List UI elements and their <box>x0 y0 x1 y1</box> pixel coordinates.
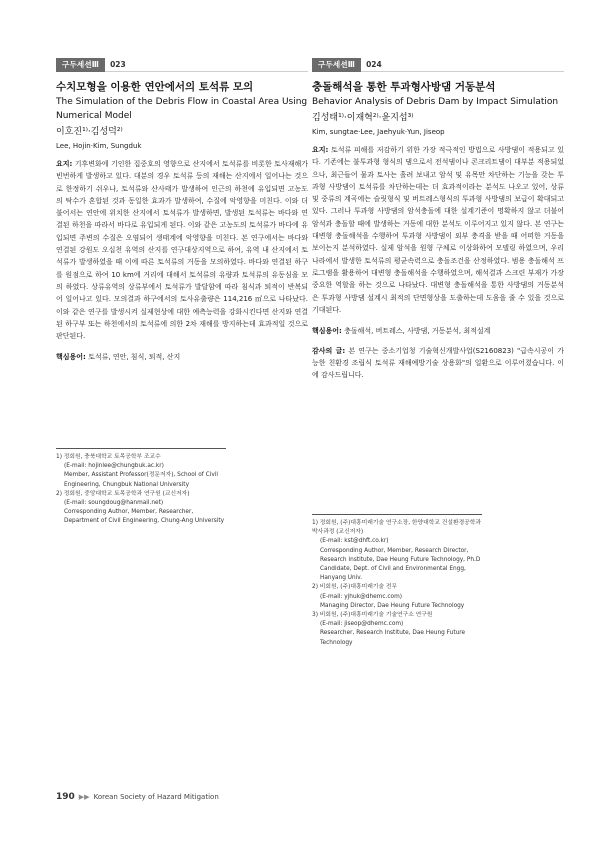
footnote-affiliation: Corresponding Author, Member, Research Director, Research Institute, Dae Heung Future Technology, Ph.D Candidate, Dept. of Civil and Environmental Engg, Hanyang Univ. <box>320 547 481 582</box>
section-tag <box>312 58 564 72</box>
page-footer <box>56 792 219 802</box>
keywords-text: 충돌해석, 버트레스, 사방댐, 거동분석, 최적설계 <box>344 327 491 336</box>
footnote-affiliation: Corresponding Author, Member, Researcher, Department of Civil Engineering, Chung-Ang University <box>64 509 225 525</box>
left-footnotes <box>56 448 226 527</box>
footnote <box>312 583 482 611</box>
footnote-email: (E-mail: yjhuk@dhemc.com) <box>320 593 403 600</box>
section-number: 024 <box>366 60 382 69</box>
keywords-label: 핵심용어: <box>312 327 342 336</box>
abstract-label: 요지: <box>56 160 73 168</box>
section-label: 구두세션Ⅲ <box>312 58 361 72</box>
authors-english: Lee, Hojin·Kim, Sungduk <box>56 142 142 150</box>
footnote <box>56 453 226 490</box>
footnote-lead: 2) 정회원, 중앙대학교 토목공학과 연구원 (교신저자) <box>56 490 190 497</box>
footnote-email: (E-mail: hojinlee@chungbuk.ac.kr) <box>64 463 164 470</box>
section-label: 구두세션Ⅲ <box>56 58 105 72</box>
right-footnotes <box>312 514 482 648</box>
keywords <box>312 325 564 337</box>
footnote-lead: 1) 정회원, (주)대흥미래기술 연구소장, 한양대학교 건설환경공학과 박사과정 (교신저자) <box>312 520 481 536</box>
footnote-affiliation: Managing Director, Dae Heung Future Technology <box>320 602 465 609</box>
footnote-affiliation: Researcher, Research Institute, Dae Heung Future Technology <box>320 630 466 646</box>
footnote <box>56 490 226 527</box>
title-english: The Simulation of the Debris Flow in Coastal Area Using Numerical Model <box>56 97 308 121</box>
ack-label: 감사의 글: <box>312 347 346 356</box>
keywords-label: 핵심용어: <box>56 353 86 362</box>
footnote-email: (E-mail: soungdoug@hanmail.net) <box>64 500 164 507</box>
title-korean: 충돌해석을 통한 투과형사방댐 거동분석 <box>312 81 496 93</box>
abstract-label: 요지: <box>312 146 329 154</box>
footnote-affiliation: Member, Assistant Professor(정문저자), School of Civil Engineering, Chungbuk National University <box>64 472 218 488</box>
abstract-text: 토석류 피해를 저감하기 위한 가장 적극적인 방법으로 사방댐이 적용되고 있다. 기존에는 불투과형 형식의 댐으로서 전석댐이나 콘크리트댐이 대부분 적용되었으나, 최근들어 물과 토사는 흘려 보내고 암석 및 유목만 차단하는 기능을 갖는 투과형 사방댐이 토석류를 차단하는데는 더 효과적이라는 분석도 나오고 있어, 상류 및 중류의 계곡에는 슬릿형식 및 버트레스형식의 투과형 사방댐의 보급이 확대되고 있다. 그러나 투과형 사방댐의 암석충돌에 대한 설계기준이 명확하지 않고 더불어 암석과 충돌할 때에 발생하는 거동에 대한 분석도 이루어지고 있지 않다. 본 연구는 대변형 충돌해석을 수행하여 투과형 사방댐이 외부 충격을 받을 때 어떠한 거동을 보이는지 분석하였다. 실제 암석을 원형 구체로 이상화하여 모델링 하였으며, 우리나라에서 발생한 토석류의 평균속력으로 충돌조건을 산정하였다. 범용 충돌해석 프로그램을 활용하여 대변형 충돌해석을 수행하였으며, 해석결과 스크린 부재가 가장 중요한 역할을 하는 것으로 나타났다. 대변형 충돌해석을 통한 사방댐의 거동분석은 투과형 사방댐 설계시 최적의 단면형상을 도출하는데 도움을 줄 수 있을 것으로 기대된다. <box>312 146 564 314</box>
authors-korean: 김성태¹⁾·이재혁²⁾·윤지섭³⁾ <box>312 113 414 123</box>
abstract <box>56 158 308 342</box>
footnote-lead: 2) 비회원, (주)대흥미래기술 전무 <box>312 584 398 591</box>
left-article <box>56 58 308 363</box>
double-arrow-icon: ▶▶ <box>78 793 90 801</box>
section-number: 023 <box>110 60 126 69</box>
footnote <box>312 611 482 648</box>
title-english: Behavior Analysis of Debris Dam by Impact Simulation <box>312 97 559 107</box>
footnote-lead: 3) 비회원, (주)대흥미래기술 기술연구소 연구원 <box>312 612 433 619</box>
authors-korean: 이호진¹⁾·김성덕²⁾ <box>56 127 123 137</box>
keywords-text: 토석류, 연안, 침식, 퇴적, 산지 <box>88 353 181 362</box>
footnote-lead: 1) 정회원, 충북대학교 토목공학부 조교수 <box>56 454 161 460</box>
footnote-email: (E-mail: kst@dhft.co.kr) <box>320 538 389 545</box>
page-number: 190 <box>56 792 75 802</box>
footnote <box>312 519 482 583</box>
authors-english: Kim, sungtae·Lee, Jaehyuk·Yun, Jiseop <box>312 128 445 136</box>
right-article <box>312 58 564 381</box>
ack-text: 본 연구는 중소기업청 기술혁신개발사업(S2160823) "급속시공이 가능한 친환경 조립식 토석류 재해예방기술 상용화"의 일환으로 이루어졌습니다. 이에 감사드립니다. <box>312 347 564 380</box>
abstract <box>312 144 564 316</box>
acknowledgement <box>312 345 564 381</box>
footnote-email: (E-mail: jiseop@dhemc.com) <box>320 621 404 628</box>
title-korean: 수치모형을 이용한 연안에서의 토석류 모의 <box>56 81 254 93</box>
section-tag <box>56 58 308 72</box>
keywords <box>56 351 308 363</box>
abstract-text: 기후변화에 기인한 집중호의 영향으로 산지에서 토석류를 비롯한 토사재해가 빈번하게 발생하고 있다. 대분의 경우 토석류 등의 재해는 산지에서 일어나는 것으로 한정하기 쉬우나, 토석류와 산사태가 발생하여 인근의 하천에 유입되면 고농도의 탁수가 혼합된 것과 동일한 효과가 발생하여, 수질에 악영향을 미친다. 이와 더불어서는 연안에 위치한 산지에서 토석류가 발생하면, 발생된 토석류는 바다와 연결된 하천을 따라서 바다로 유입되게 된다. 이와 같은 고농도의 토석류가 바다에 유입되면 주변의 수질은 오염되어 생태계에 악영향을 미친다. 본 연구에서는 바다와 연결된 강원도 오십천 유역의 산지를 연구대상지역으로 하여, 유역 내 산지에서 토석류가 발생하였을 때 이에 따른 토석류의 거동을 모의하였다. 바다와 연결된 하구를 원점으로 하여 10 km에 거리에 대해서 토석류의 유량과 토석류의 유동심을 모의 하였다. 상류유역의 상류부에서 토석류가 발달함에 따라 침식과 퇴적이 반복되어 일어나고 있다. 모의결과 하구에서의 토사유출량은 114,216 ㎥으로 나타났다. 이와 같은 연구를 발생시켜 실제현상에 대한 예측능력을 강화시킨다면 산지와 연결된 하구부 또는 하천에서의 토석류에 의한 2차 재해를 방지하는데 효과적일 것으로 판단된다. <box>56 160 308 341</box>
society-name: Korean Society of Hazard Mitigation <box>93 793 219 801</box>
